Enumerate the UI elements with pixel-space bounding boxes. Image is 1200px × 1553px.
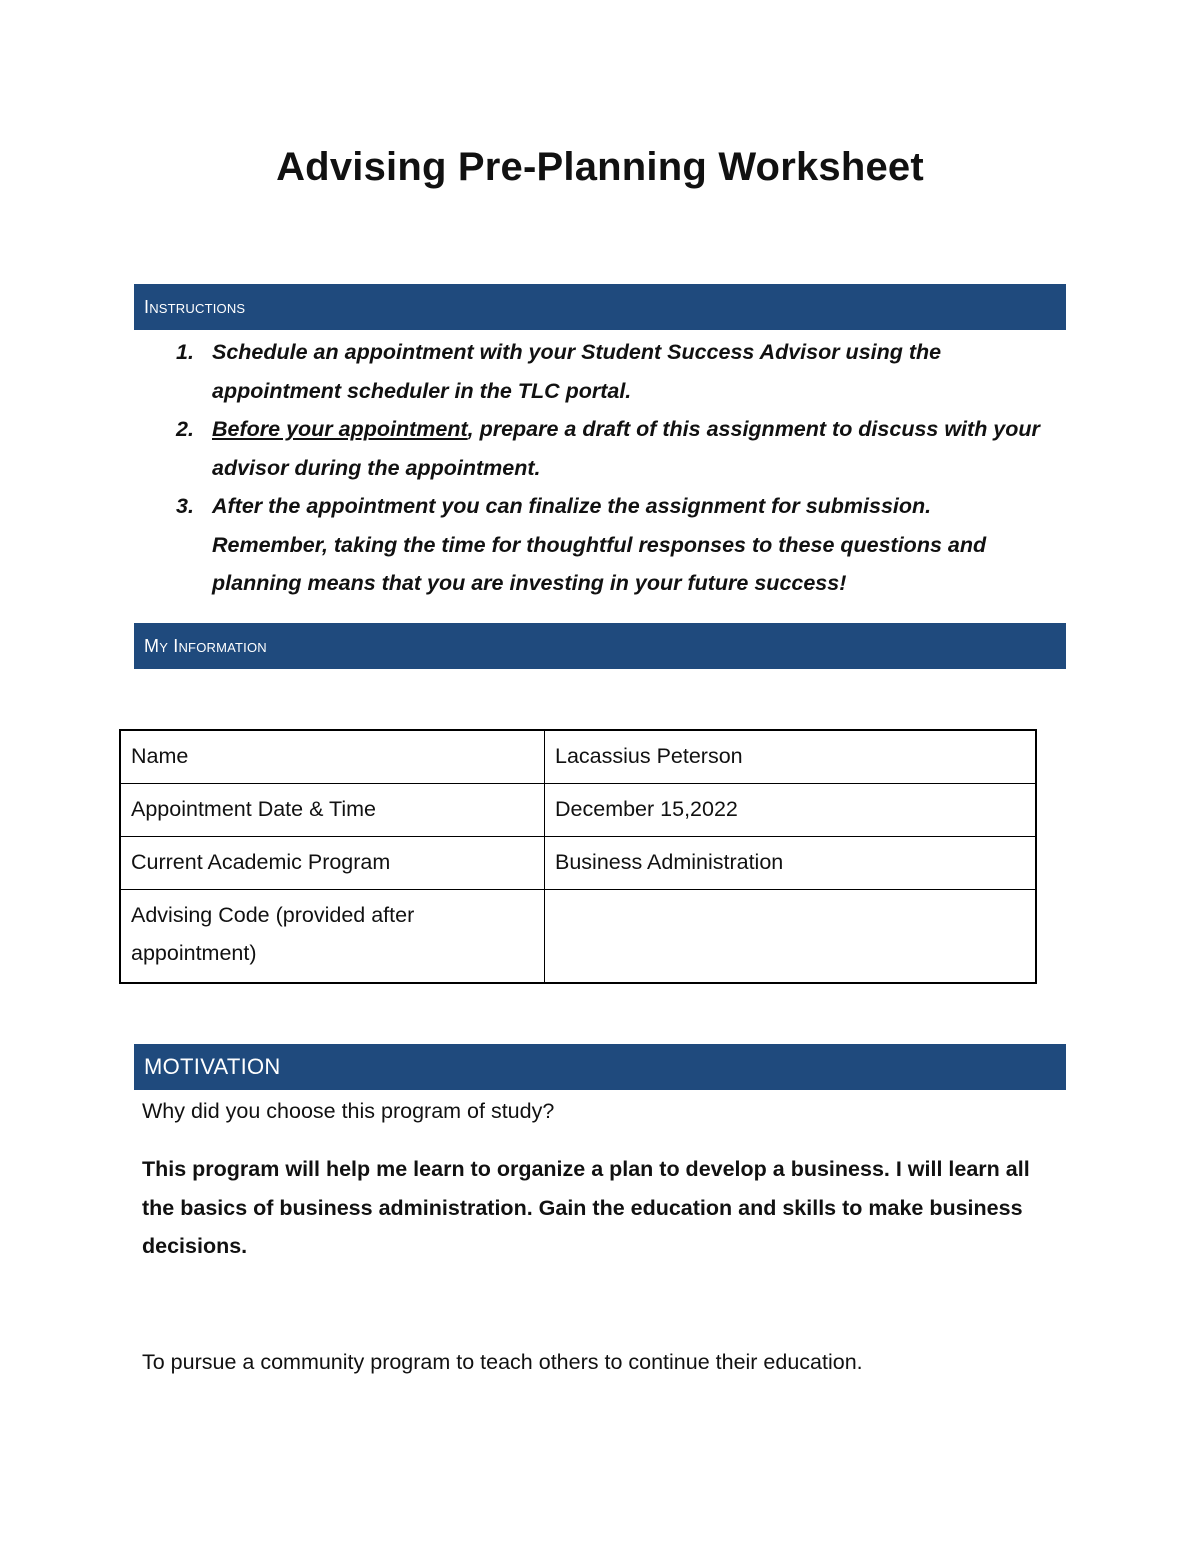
instruction-text: , prepare a draft of this assignment to discuss with your advisor during the appointment. [212, 417, 1040, 480]
motivation-followup[interactable]: To pursue a community program to teach others to continue their education. [142, 1350, 863, 1374]
table-row [120, 837, 1036, 890]
instructions-section-header [134, 284, 1066, 330]
motivation-heading: MOTIVATION [144, 1054, 281, 1079]
instructions-list [170, 333, 1050, 603]
field-label: Current Academic Program [120, 837, 545, 890]
motivation-section-header [134, 1044, 1066, 1090]
academic-program-value[interactable]: Business Administration [545, 837, 1037, 890]
table-row [120, 730, 1036, 784]
appointment-date-value[interactable]: December 15,2022 [545, 784, 1037, 837]
instruction-item [170, 410, 1050, 487]
instructions-heading: Instructions [144, 296, 246, 317]
instruction-item [170, 487, 1050, 603]
name-value[interactable]: Lacassius Peterson [545, 730, 1037, 784]
instruction-text: After the appointment you can finalize the assignment for submission. Remember, taking the time for thoughtful responses to these questions and planning means that you are investing in your future success! [212, 494, 987, 595]
field-label: Advising Code (provided after appointment) [120, 890, 545, 984]
field-label: Name [120, 730, 545, 784]
instruction-item [170, 333, 1050, 410]
instruction-underlined-text: Before your appointment [212, 417, 468, 441]
page-title: Advising Pre-Planning Worksheet [276, 145, 924, 189]
instruction-number: 1. [176, 340, 194, 364]
my-information-table [119, 729, 1037, 984]
my-information-heading: My Information [144, 635, 267, 656]
my-information-section-header [134, 623, 1066, 669]
instruction-number: 2. [176, 417, 194, 441]
field-label: Appointment Date & Time [120, 784, 545, 837]
instruction-number: 3. [176, 494, 194, 518]
table-row [120, 890, 1036, 984]
advising-code-value[interactable] [545, 890, 1037, 984]
motivation-answer[interactable]: This program will help me learn to organize a plan to develop a business. I will learn all the basics of business administration. Gain the education and skills to make business decisions. [142, 1157, 1030, 1258]
instruction-text: Schedule an appointment with your Student Success Advisor using the appointment scheduler in the TLC portal. [212, 340, 942, 403]
motivation-question: Why did you choose this program of study? [142, 1099, 555, 1123]
table-row [120, 784, 1036, 837]
